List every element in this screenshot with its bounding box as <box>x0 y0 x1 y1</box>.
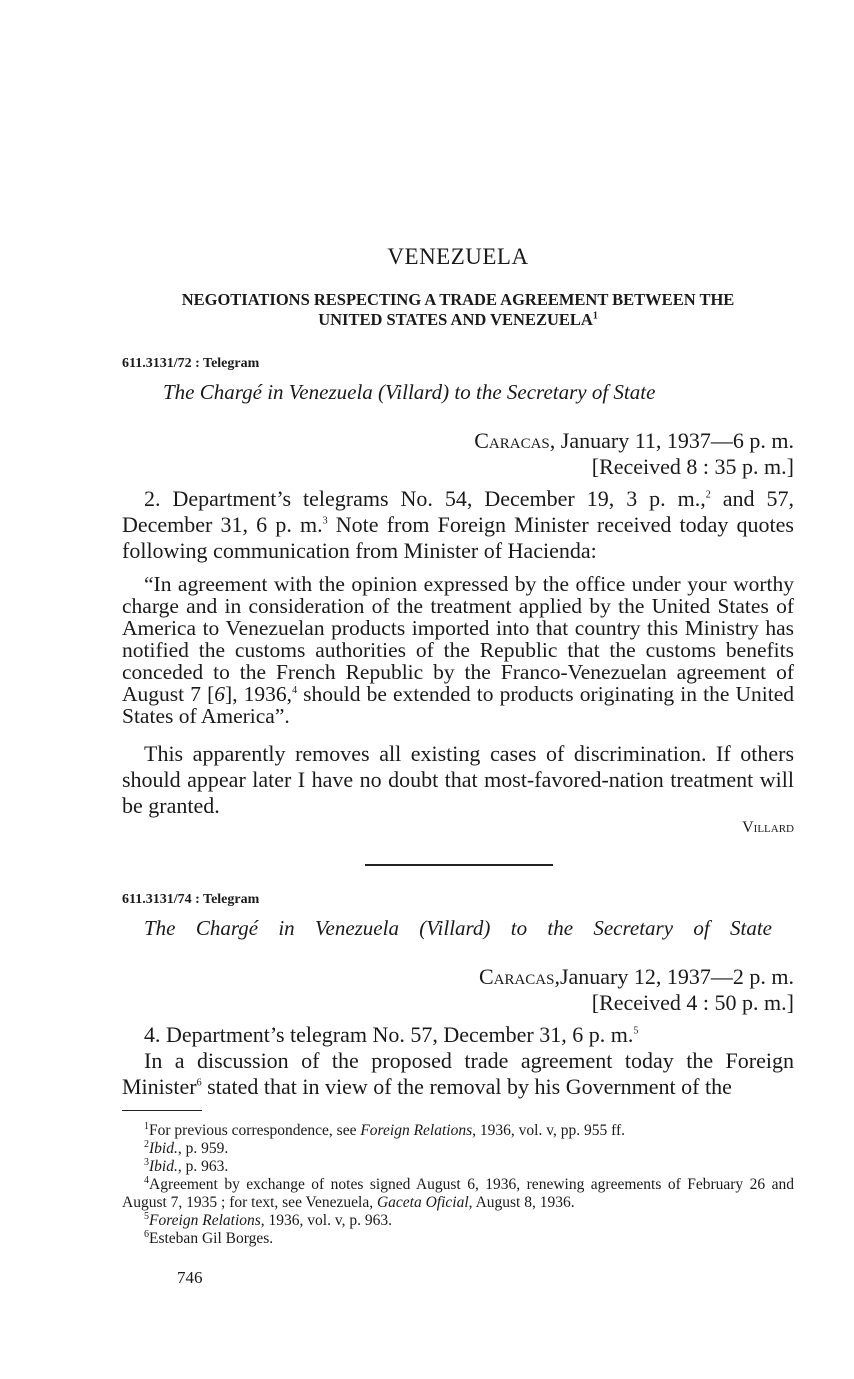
received-time: [Received 8 : 35 p. m.] <box>591 454 794 479</box>
chapter-heading <box>122 290 794 330</box>
quoted-communication: “In agreement with the opinion expressed by the office under your worthy charge and in consideration of the treatment applied by the United States of America to Venezuelan products imported into that country this Ministry has notified the customs authorities of the Republic that the customs benefits conceded to the French Republic by the Franco-Venezuelan agreement of August 7 [6], 1936,$^4$ should be extended to products originating in the United States of America”. <box>122 572 794 728</box>
paragraph: 2. Department’s telegrams No. 54, December 19, 3 p. m.,$^2$ and 57, December 31, 6 p. m.$^3$ Note from Foreign Minister received today quotes following communication from Minister of Hacienda: <box>122 486 795 563</box>
footnote-rule <box>122 1110 202 1111</box>
footnote: $^1$For previous correspondence, see Foreign Relations, 1936, vol. v, pp. 955 ff. <box>144 1120 625 1139</box>
chapter-heading-line-2: UNITED STATES AND VENEZUELA$^1$ <box>318 310 598 329</box>
footnote: $^3$Ibid., p. 963. <box>144 1156 229 1175</box>
received-time: [Received 4 : 50 p. m.] <box>591 990 794 1015</box>
document-title: The Chargé in Venezuela (Villard) to the Secretary of State <box>163 380 656 404</box>
page-number: 746 <box>177 1268 203 1287</box>
document-title: The Chargé in Venezuela (Villard) to the Secretary of State <box>144 916 772 940</box>
paragraph: This apparently removes all existing cases of discrimination. If others should appear later I have no doubt that most-favored-nation treatment will be granted. <box>122 741 794 818</box>
dateline <box>122 428 794 454</box>
paragraph: 4. Department’s telegram No. 57, December 31, 6 p. m.$^5$ <box>144 1022 639 1047</box>
footnote: $^6$Esteban Gil Borges. <box>144 1228 274 1247</box>
section-title: VENEZUELA <box>387 244 529 269</box>
footnote-ref: 4 <box>292 684 298 696</box>
file-number: 611.3131/74 : Telegram <box>122 892 260 907</box>
footnote-ref: 3 <box>322 515 328 527</box>
footnote-ref: 2 <box>705 489 711 501</box>
footnote: $^4$Agreement by exchange of notes signed August 6, 1936, renewing agreements of February 26 and August 7, 1935 ; for text, see Venezuela, Gaceta Oficial, August 8, 1936. <box>122 1174 794 1211</box>
signature: Villard <box>742 819 794 836</box>
file-number: 611.3131/72 : Telegram <box>122 356 260 371</box>
dateline-date: January 11, 1937—6 p. m. <box>560 428 794 453</box>
footnote-ref: 6 <box>196 1077 202 1089</box>
dateline-place: Caracas, <box>478 964 560 989</box>
separator-rule <box>365 864 553 866</box>
paragraph: In a discussion of the proposed trade agreement today the Foreign Minister$^6$ stated that in view of the removal by his Government of the <box>122 1048 794 1099</box>
footnote-ref: 5 <box>633 1025 639 1037</box>
dateline <box>122 964 794 990</box>
chapter-heading-line-1: NEGOTIATIONS RESPECTING A TRADE AGREEMENT BETWEEN THE <box>181 290 735 309</box>
footnote: $^2$Ibid., p. 959. <box>144 1138 229 1157</box>
footnote: $^5$Foreign Relations, 1936, vol. v, p. 963. <box>144 1210 392 1229</box>
dateline-date: January 12, 1937—2 p. m. <box>559 964 794 989</box>
dateline-place: Caracas, <box>474 428 556 453</box>
footnote-ref: 1 <box>592 310 598 322</box>
footnotes <box>122 1122 794 1248</box>
